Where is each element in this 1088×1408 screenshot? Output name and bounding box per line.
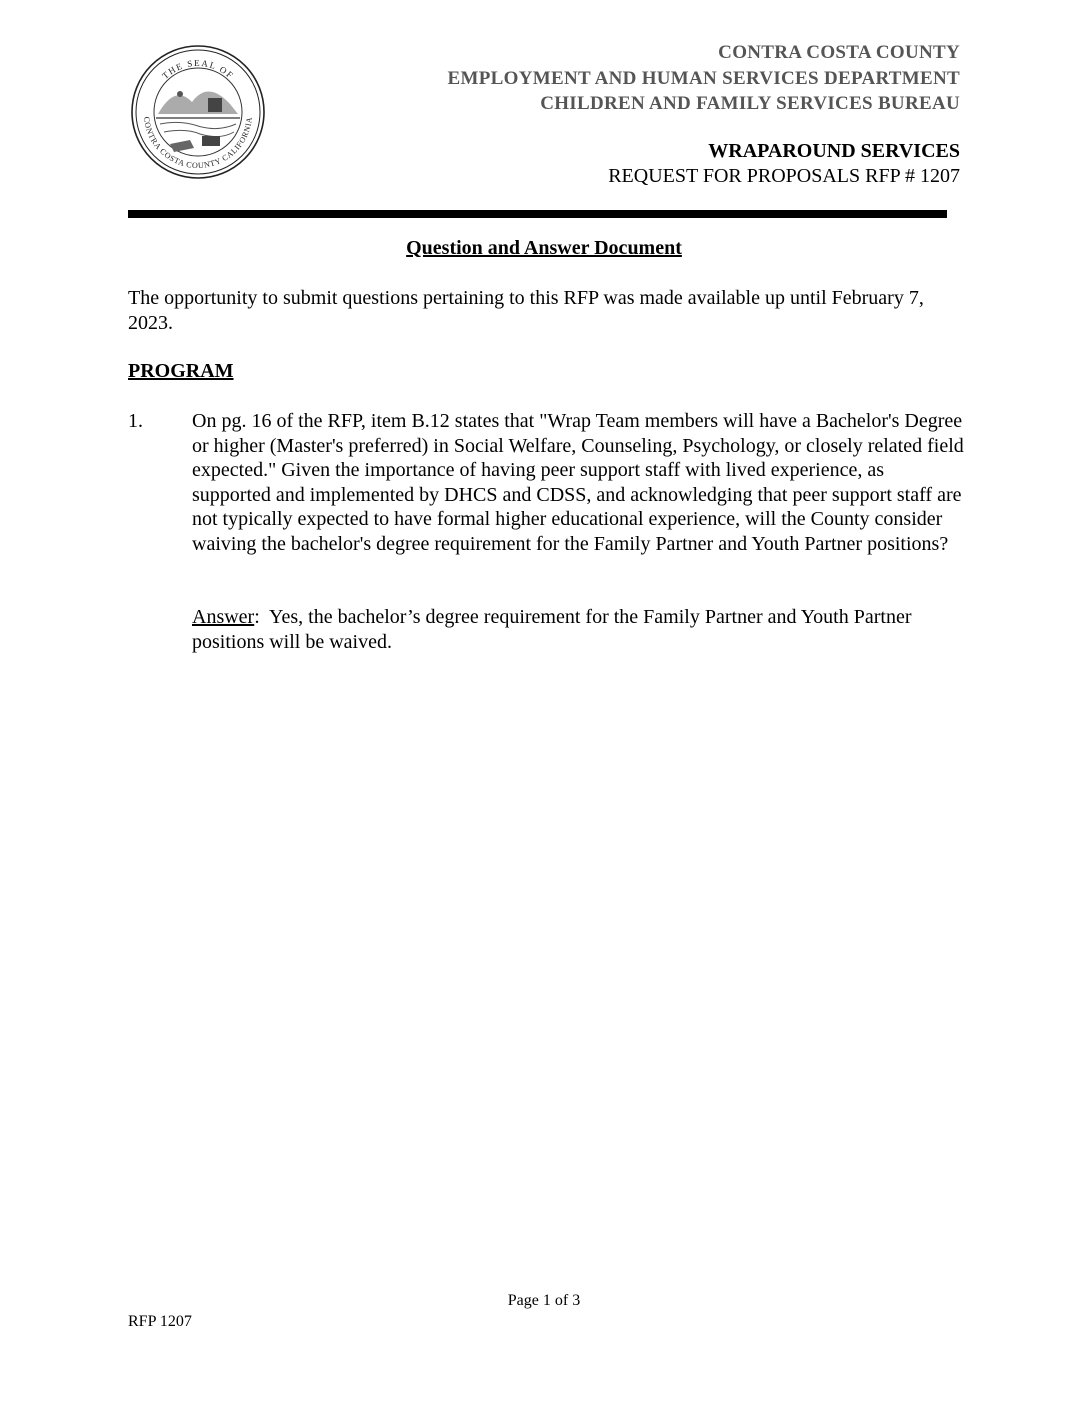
question-number: 1. <box>128 410 143 432</box>
document-title: Question and Answer Document <box>406 237 682 259</box>
svg-text:CONTRA COSTA COUNTY CALIFORNIA: CONTRA COSTA COUNTY CALIFORNIA <box>142 116 255 171</box>
project-title: WRAPAROUND SERVICES <box>708 140 960 162</box>
org-line-department: EMPLOYMENT AND HUMAN SERVICES DEPARTMENT <box>447 67 960 89</box>
org-line-county: CONTRA COSTA COUNTY <box>718 42 960 63</box>
section-heading-program: PROGRAM <box>128 360 234 382</box>
organization-header <box>448 40 960 117</box>
header-divider <box>128 210 947 218</box>
county-seal-logo <box>130 44 266 180</box>
footer-rfp-id: RFP 1207 <box>128 1313 192 1330</box>
answer-block: Answer: Yes, the bachelor’s degree requirement for the Family Partner and Youth Partner positions will be waived. <box>192 606 912 653</box>
rfp-line: REQUEST FOR PROPOSALS RFP # 1207 <box>608 165 960 187</box>
answer-text: Yes, the bachelor’s degree requirement for the Family Partner and Youth Partner positions will be waived. <box>192 606 912 653</box>
intro-paragraph: The opportunity to submit questions pertaining to this RFP was made available up until February 7, 2023. <box>128 287 924 334</box>
org-line-bureau: CHILDREN AND FAMILY SERVICES BUREAU <box>540 93 960 114</box>
svg-text:THE SEAL OF: THE SEAL OF <box>160 57 236 81</box>
answer-label: Answer <box>192 606 255 628</box>
project-header <box>608 139 960 189</box>
question-text: On pg. 16 of the RFP, item B.12 states that "Wrap Team members will have a Bachelor's Degree or higher (Master's preferred) in Social Welfare, Counseling, Psychology, or closely related field expected." Given the importance of having peer support staff with lived experience, as supported and implemented by DHCS and CDSS, and acknowledging that peer support staff are not typically expected to have formal higher educational experience, will the County consider waiving the bachelor's degree requirement for the Family Partner and Youth Partner positions? <box>192 410 964 555</box>
page-number: Page 1 of 3 <box>507 1292 581 1309</box>
